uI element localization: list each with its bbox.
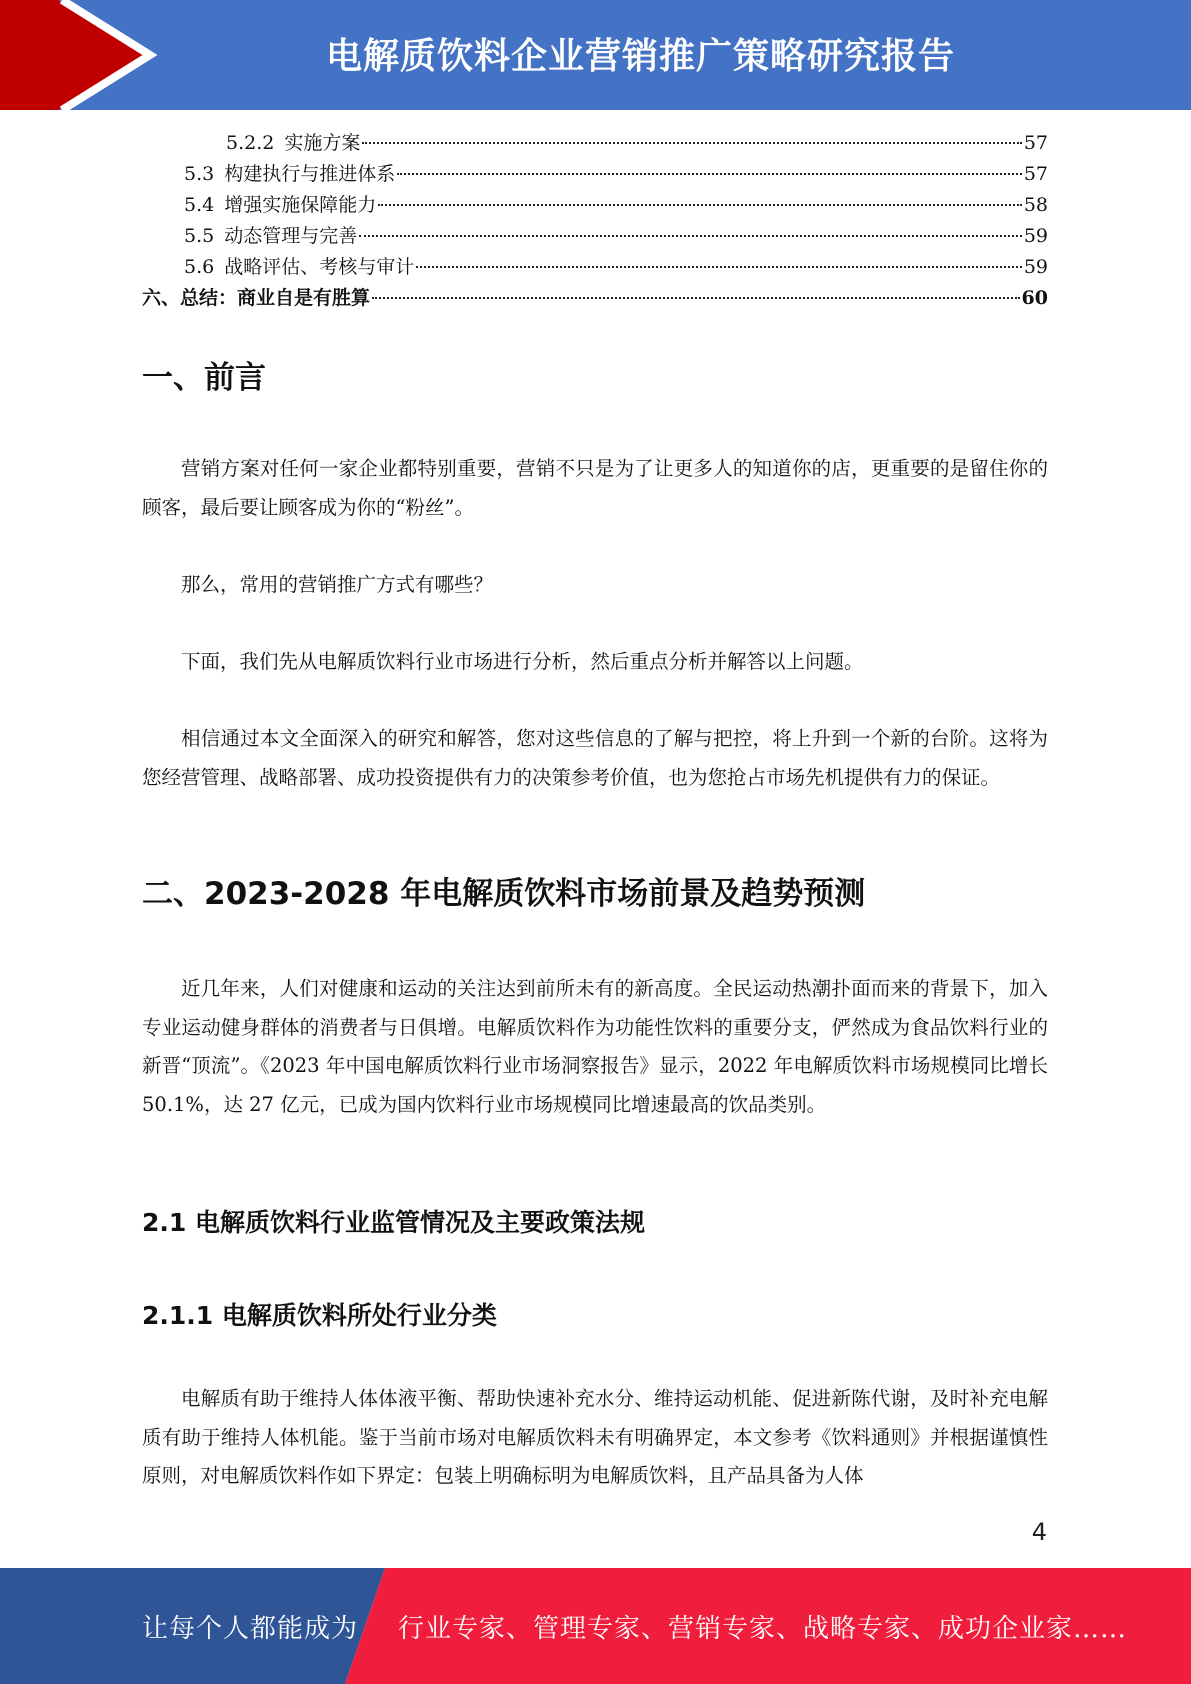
header-arrow-decoration bbox=[0, 0, 160, 110]
toc-entry-title: 构建执行与推进体系 bbox=[224, 163, 396, 185]
toc-entry-title: 增强实施保障能力 bbox=[224, 194, 377, 216]
market-outlook-paragraph: 近几年来，人们对健康和运动的关注达到前所未有的新高度。全民运动热潮扑面而来的背景下，加入专业运动健身群体的消费者与日俱增。电解质饮料作为功能性饮料的重要分支，俨然成为食品饮料行业的新晋“顶流”。《2023 年中国电解质饮料行业市场洞察报告》显示，2022 年电解质饮料市场规模同比增长 50.1%，达 27 亿元，已成为国内饮料行业市场规模同比增速最高的饮品类别。 bbox=[142, 977, 1048, 1116]
toc-entry-page: 57 bbox=[1023, 163, 1048, 185]
toc-entry-title: 战略评估、考核与审计 bbox=[224, 256, 415, 278]
toc-entry-number: 5.4 bbox=[184, 194, 215, 216]
toc-entry-page: 58 bbox=[1023, 194, 1048, 216]
toc-entry-number: 5.2.2 bbox=[226, 132, 275, 154]
footer-slogan-left: 让每个人都能成为 bbox=[142, 1614, 359, 1644]
toc-entry-number: 5.5 bbox=[184, 225, 215, 247]
toc-entry-page: 59 bbox=[1023, 256, 1048, 278]
toc-leader-dots bbox=[416, 266, 1022, 268]
toc-entry[interactable] bbox=[142, 159, 1048, 190]
footer-slogan-right: 行业专家、管理专家、营销专家、战略专家、成功企业家…… bbox=[398, 1614, 1128, 1644]
preface-paragraph-1: 营销方案对任何一家企业都特别重要，营销不只是为了让更多人的知道你的店，更重要的是留住你的顾客，最后要让顾客成为你的“粉丝”。 bbox=[142, 457, 1048, 519]
toc-leader-dots bbox=[397, 173, 1022, 175]
section-heading-preface: 一、前言 bbox=[142, 360, 266, 396]
toc-entry-page: 57 bbox=[1023, 132, 1048, 154]
toc-entry-number: 5.6 bbox=[184, 256, 215, 278]
subsection-heading-2-1: 2.1 电解质饮料行业监管情况及主要政策法规 bbox=[142, 1208, 645, 1237]
toc-leader-dots bbox=[362, 142, 1021, 144]
toc-entry[interactable] bbox=[142, 190, 1048, 221]
page-number: 4 bbox=[1031, 1518, 1047, 1546]
toc-entry[interactable] bbox=[142, 128, 1048, 159]
industry-classification-paragraph: 电解质有助于维持人体体液平衡、帮助快速补充水分、维持运动机能、促进新陈代谢，及时补充电解质有助于维持人体机能。鉴于当前市场对电解质饮料未有明确界定，本文参考《饮料通则》并根据谨慎性原则，对电解质饮料作如下界定：包装上明确标明为电解质饮料，且产品具备为人体 bbox=[142, 1387, 1048, 1487]
preface-paragraph-2: 那么，常用的营销推广方式有哪些？ bbox=[181, 573, 494, 596]
toc-entry-page: 59 bbox=[1023, 225, 1048, 247]
toc-leader-dots bbox=[359, 235, 1022, 237]
table-of-contents bbox=[142, 128, 1048, 314]
toc-entry-title: 六、总结：商业自是有胜算 bbox=[142, 287, 371, 309]
header-title: 电解质饮料企业营销推广策略研究报告 bbox=[325, 36, 955, 77]
toc-entry-page: 60 bbox=[1021, 287, 1048, 309]
preface-paragraph-4: 相信通过本文全面深入的研究和解答，您对这些信息的了解与把控，将上升到一个新的台阶。这将为您经营管理、战略部署、成功投资提供有力的决策参考价值，也为您抢占市场先机提供有力的保证。 bbox=[142, 727, 1048, 789]
page-header bbox=[0, 0, 1191, 110]
subsection-heading-2-1-1: 2.1.1 电解质饮料所处行业分类 bbox=[142, 1301, 497, 1330]
section-heading-market-outlook: 二、2023-2028 年电解质饮料市场前景及趋势预测 bbox=[142, 876, 866, 912]
toc-entry[interactable] bbox=[142, 283, 1048, 314]
page-footer bbox=[0, 1568, 1191, 1684]
toc-entry-title: 实施方案 bbox=[284, 132, 361, 154]
toc-leader-dots bbox=[372, 297, 1020, 299]
toc-entry[interactable] bbox=[142, 252, 1048, 283]
toc-entry-number: 5.3 bbox=[184, 163, 215, 185]
toc-entry[interactable] bbox=[142, 221, 1048, 252]
preface-paragraph-3: 下面，我们先从电解质饮料行业市场进行分析，然后重点分析并解答以上问题。 bbox=[181, 650, 864, 673]
toc-entry-title: 动态管理与完善 bbox=[224, 225, 358, 247]
toc-leader-dots bbox=[378, 204, 1022, 206]
